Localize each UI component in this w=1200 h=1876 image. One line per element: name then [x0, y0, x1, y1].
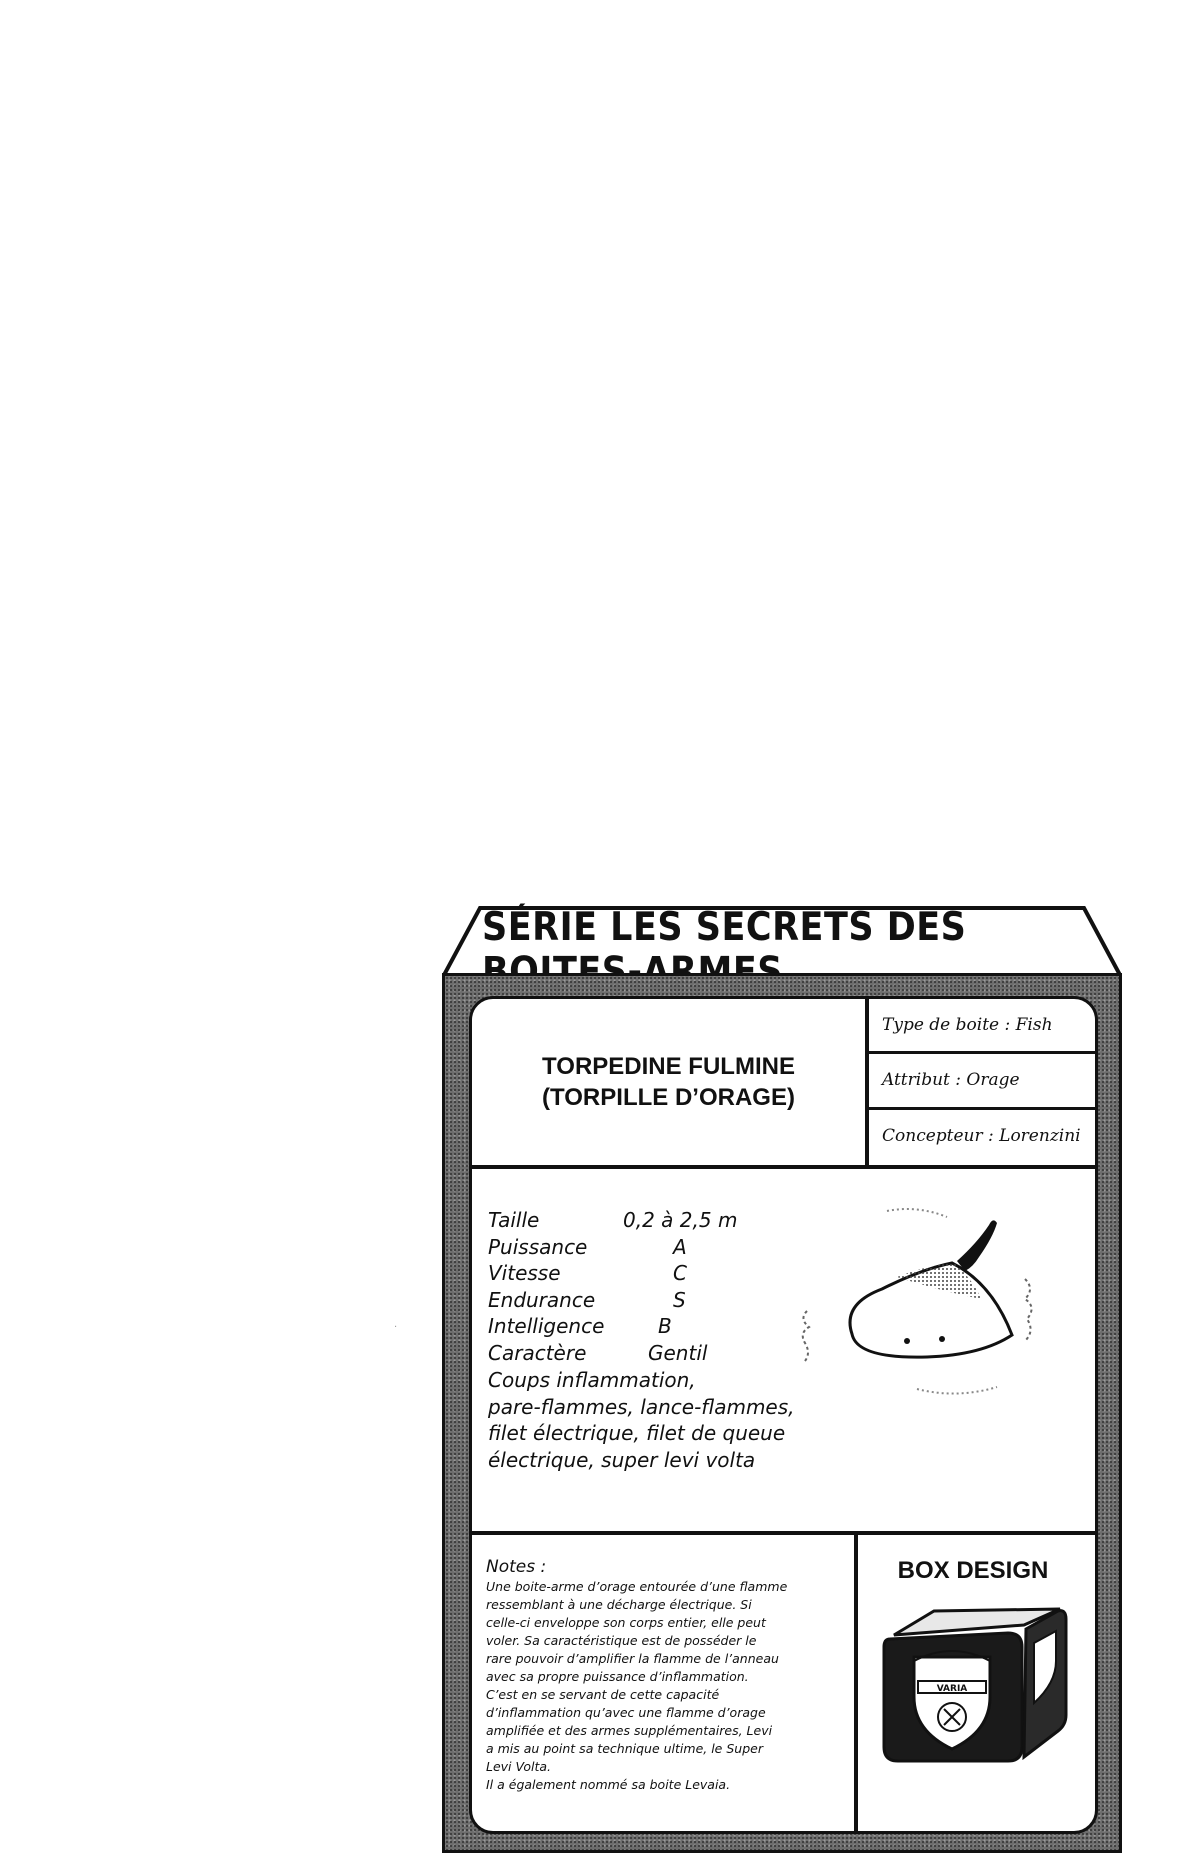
stat-label: Taille [488, 1208, 540, 1232]
box-type: Type de boite : Fish [882, 1015, 1053, 1035]
notes-line: ressemblant à une décharge électrique. Si [486, 1597, 752, 1612]
notes-line: Levi Volta. [486, 1759, 551, 1774]
divider-bottom [472, 1531, 1098, 1535]
notes-line: d’inflammation qu’avec une flamme d’orage [486, 1705, 766, 1720]
stat-label: Caractère [488, 1340, 587, 1365]
box-emblem-text: VARIA [936, 1684, 968, 1694]
torpedo-ray-illustration [757, 1199, 1077, 1429]
stat-value: 0,2 à 2,5 m [623, 1208, 738, 1232]
series-title: SÉRIE LES SECRETS DES [482, 905, 967, 950]
stat-value: S [673, 1287, 686, 1312]
notes-line: C’est en se servant de cette capacité [486, 1687, 720, 1702]
weapon-name-line1: TORPEDINE FULMINE [542, 1053, 795, 1080]
varia-box-illustration [874, 1599, 1074, 1779]
box-design-title: BOX DESIGN [897, 1557, 1049, 1584]
notes-line: amplifiée et des armes supplémentaires, Levi [486, 1723, 773, 1738]
box-designer: Concepteur : Lorenzini [882, 1126, 1081, 1146]
notes-line: Il a également nommé sa boite Levaia. [486, 1777, 731, 1792]
stat-label: Puissance [488, 1234, 588, 1259]
stat-value: Gentil [648, 1340, 708, 1365]
card-frame [442, 973, 1122, 1853]
attacks-line: Coups inflammation, [488, 1368, 696, 1392]
stat-value: A [673, 1234, 687, 1259]
divider-top [472, 1165, 1098, 1169]
notes-line: a mis au point sa technique ultime, le Super [486, 1741, 763, 1756]
box-attribute: Attribut : Orage [882, 1070, 1020, 1090]
notes-line: Une boite-arme d’orage entourée d’une flamme [486, 1579, 788, 1594]
paper-speck: · [394, 1322, 398, 1333]
stat-label: Vitesse [488, 1261, 561, 1285]
attacks-line: filet électrique, filet de queue [488, 1421, 786, 1445]
attacks-line: pare-flammes, lance-flammes, [488, 1394, 795, 1419]
notes-line: avec sa propre puissance d’inflammation. [486, 1669, 749, 1684]
notes-line: celle-ci enveloppe son corps entier, elle peut [486, 1615, 766, 1630]
weapon-name [472, 999, 865, 1165]
divider-meta-2 [867, 1107, 1098, 1110]
weapon-name-line2: (TORPILLE D’ORAGE) [542, 1084, 795, 1111]
card-panel [469, 996, 1098, 1834]
divider-meta-1 [867, 1051, 1098, 1054]
stat-label: Endurance [488, 1287, 596, 1312]
stat-label: Intelligence [488, 1314, 605, 1338]
notes-title: Notes : [486, 1557, 547, 1577]
info-card [442, 905, 1122, 1853]
stat-value: B [658, 1314, 672, 1338]
stat-value: C [673, 1261, 687, 1285]
notes-section [486, 1556, 843, 1794]
attacks-line: électrique, super levi volta [488, 1447, 756, 1472]
divider-name-meta [865, 999, 869, 1167]
notes-line: voler. Sa caractéristique est de posséder le [486, 1633, 757, 1648]
notes-line: rare pouvoir d’amplifier la flamme de l’anneau [486, 1651, 779, 1666]
